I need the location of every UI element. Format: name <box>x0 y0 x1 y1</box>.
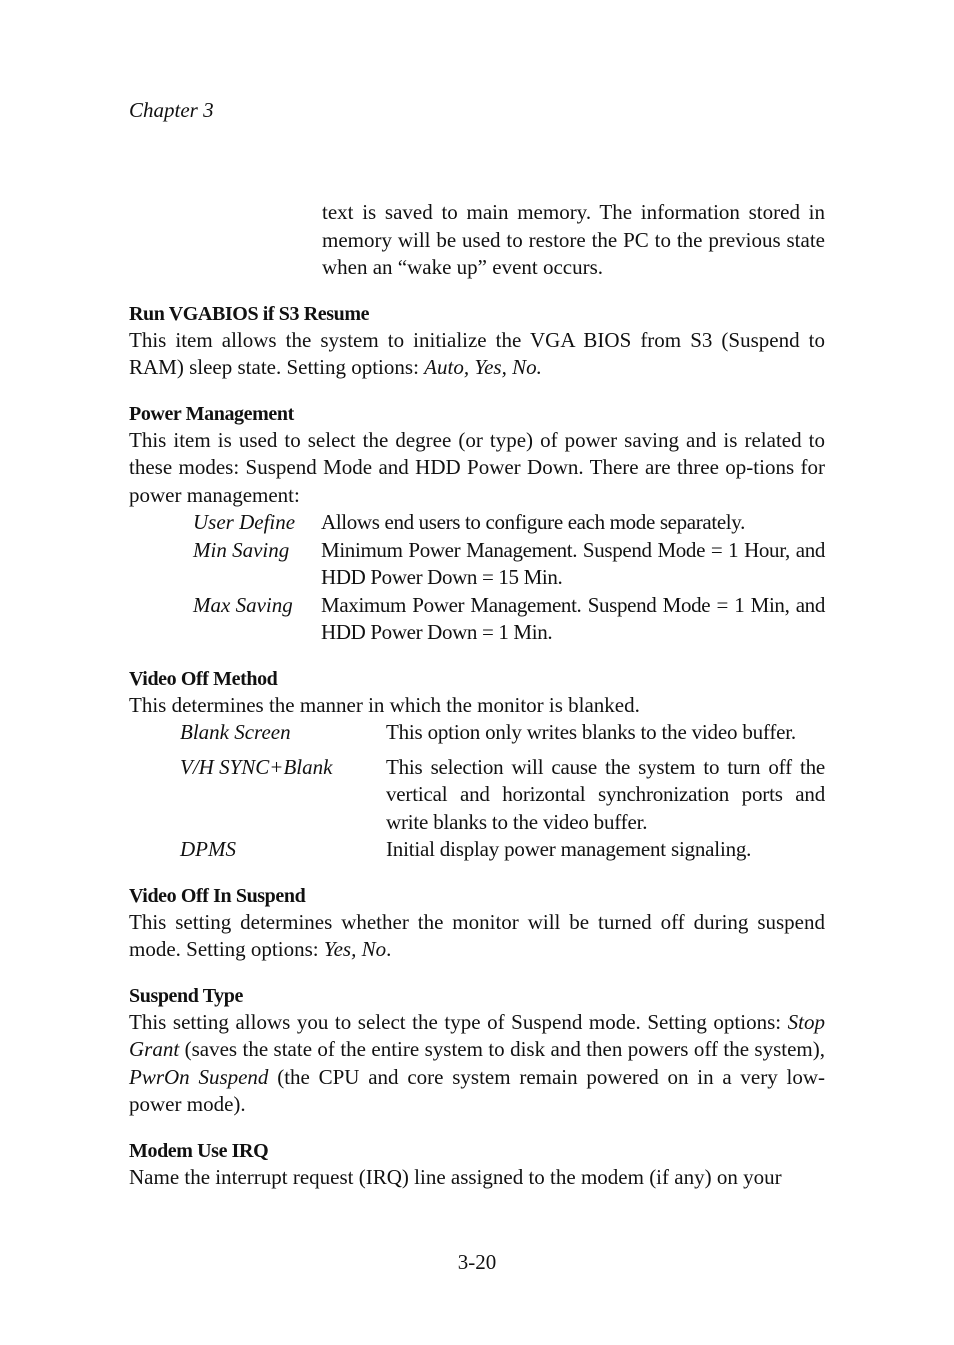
suspend-type-body-end: (the CPU and core system remain powered on in a very low-power mode). <box>129 1064 825 1116</box>
vo-option-row <box>129 754 825 837</box>
vo-option-term: DPMS <box>180 837 236 861</box>
vo-option-term: V/H SYNC+Blank <box>180 754 333 779</box>
intro-section <box>129 199 825 282</box>
suspend-type-section <box>129 983 825 1119</box>
vo-option-desc: Initial display power management signaling. <box>386 837 752 861</box>
video-off-method-paragraph: This determines the manner in which the monitor is blanked. <box>129 692 640 717</box>
pm-option-desc: Minimum Power Management. Suspend Mode = 1 Hour, and HDD Power Down = 15 Min. <box>321 537 825 589</box>
page-number: 3-20 <box>457 1250 497 1274</box>
pm-option-desc: Allows end users to configure each mode separately. <box>321 510 745 534</box>
pm-option-term: Max Saving <box>193 592 293 617</box>
pm-option-row <box>129 592 825 647</box>
power-management-section <box>129 401 825 647</box>
suspend-type-option-pwron-suspend: PwrOn Suspend <box>129 1064 269 1089</box>
suspend-type-paragraph <box>129 1009 825 1119</box>
suspend-type-heading: Suspend Type <box>129 984 243 1007</box>
suspend-type-option-stop-grant: Stop Grant <box>129 1009 825 1061</box>
vo-option-desc: This selection will cause the system to turn off the vertical and horizontal synchronization ports and write blanks to the video buffer. <box>386 754 825 834</box>
vo-option-row <box>129 719 825 747</box>
video-off-method-section <box>129 666 825 864</box>
pm-option-term: Min Saving <box>193 537 290 562</box>
run-vgabios-body: This item allows the system to initialize the VGA BIOS from S3 (Suspend to RAM) sleep state. Setting options: <box>129 327 825 379</box>
video-off-method-heading: Video Off Method <box>129 667 278 690</box>
run-vgabios-paragraph <box>129 327 825 382</box>
run-vgabios-options: Auto, Yes, No. <box>424 355 542 379</box>
vo-option-term: Blank Screen <box>180 720 291 744</box>
video-off-in-suspend-heading: Video Off In Suspend <box>129 884 306 907</box>
power-management-heading: Power Management <box>129 402 294 425</box>
chapter-header: Chapter 3 <box>129 98 214 122</box>
suspend-type-body-mid: (saves the state of the entire system to disk and then powers off the system), <box>179 1037 825 1061</box>
video-off-in-suspend-options: Yes, No <box>323 937 387 961</box>
modem-use-irq-section <box>129 1138 825 1192</box>
video-off-in-suspend-end: . <box>386 937 392 961</box>
power-management-paragraph: This item is used to select the degree (or type) of power saving and is related to these modes: Suspend Mode and HDD Power Down. There are three op-tions for power management: <box>129 427 825 507</box>
intro-paragraph: text is saved to main memory. The information stored in memory will be used to restore the PC to the previous state when an “wake up” event occurs. <box>322 200 825 279</box>
video-off-in-suspend-paragraph <box>129 909 825 964</box>
modem-use-irq-heading: Modem Use IRQ <box>129 1139 269 1162</box>
pm-option-row <box>129 537 825 592</box>
suspend-type-body-start: This setting allows you to select the type of Suspend mode. Setting options: <box>129 1009 788 1034</box>
video-off-in-suspend-section <box>129 883 825 964</box>
page-content <box>129 199 825 1210</box>
run-vgabios-section <box>129 301 825 382</box>
pm-option-row <box>129 509 825 537</box>
video-off-in-suspend-body: This setting determines whether the monitor will be turned off during suspend mode. Setting options: <box>129 909 825 961</box>
run-vgabios-heading: Run VGABIOS if S3 Resume <box>129 302 370 325</box>
pm-option-desc: Maximum Power Management. Suspend Mode = 1 Min, and HDD Power Down = 1 Min. <box>321 592 825 644</box>
vo-option-row <box>129 836 825 864</box>
modem-use-irq-paragraph: Name the interrupt request (IRQ) line assigned to the modem (if any) on your <box>129 1164 782 1189</box>
pm-option-term: User Define <box>193 510 296 534</box>
vo-option-desc: This option only writes blanks to the video buffer. <box>386 720 796 744</box>
